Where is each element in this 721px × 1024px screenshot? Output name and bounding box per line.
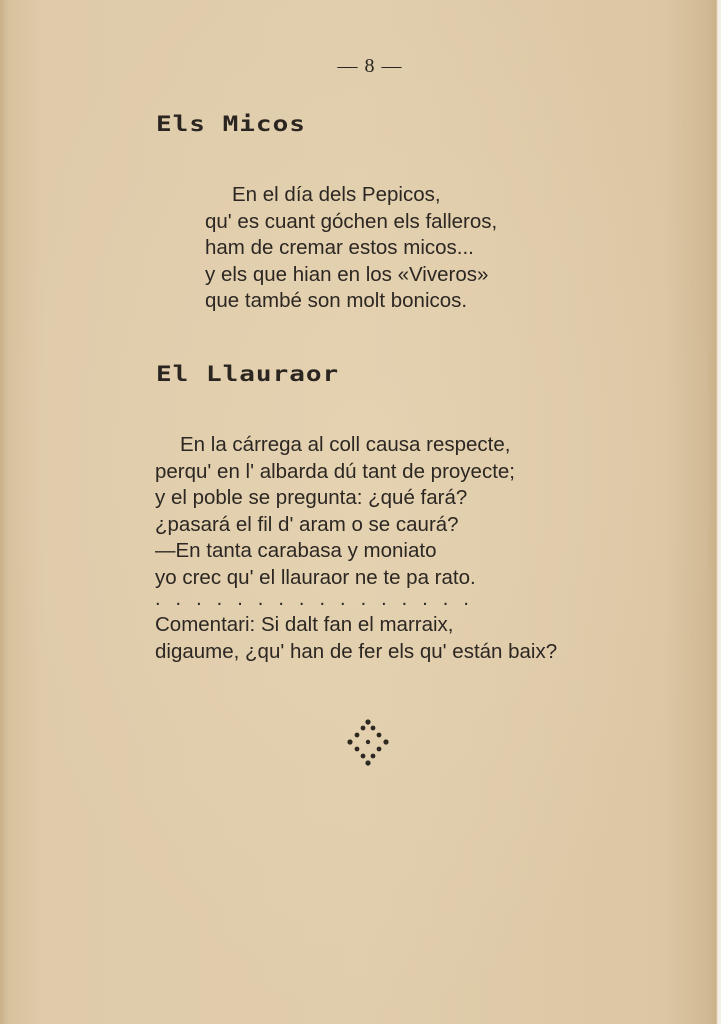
- verse-line: y els que hian en los «Viveros»: [205, 262, 489, 286]
- poem-comment: [155, 612, 557, 665]
- verse-line: perqu' en l' albarda dú tant de proyecte;: [155, 459, 515, 483]
- verse-line: y el poble se pregunta: ¿qué fará?: [155, 486, 468, 509]
- page-right-edge: [707, 0, 721, 1024]
- verse-line: —En tanta carabasa y moniato: [155, 539, 437, 562]
- verse-line: que també son molt bonicos.: [205, 289, 468, 312]
- verse-line: En el día dels Pepicos,: [232, 183, 441, 206]
- comment-line: Comentari: Si dalt fan el marraix,: [155, 613, 454, 636]
- page-left-edge: [0, 0, 8, 1024]
- verse-line: ¿pasará el fil d' aram o se caurá?: [155, 512, 459, 536]
- poem-title-els-micos: Els Micos: [156, 112, 306, 137]
- poem-title-el-llauraor: El Llauraor: [156, 362, 340, 387]
- dotted-separator: ................: [155, 588, 484, 610]
- verse-line: En la cárrega al coll causa respecte,: [180, 433, 511, 456]
- comment-line: digaume, ¿qu' han de fer els qu' están baix?: [155, 639, 558, 663]
- poem-els-micos-verse: [205, 182, 497, 315]
- diamond-dot-ornament-icon: [344, 718, 392, 768]
- verse-line: ham de cremar estos micos...: [205, 236, 474, 259]
- page-number: — 8 —: [337, 55, 403, 77]
- poem-el-llauraor-verse: [155, 432, 515, 591]
- verse-line: qu' es cuant góchen els falleros,: [205, 209, 498, 233]
- verse-line: yo crec qu' el llauraor ne te pa rato.: [155, 565, 476, 589]
